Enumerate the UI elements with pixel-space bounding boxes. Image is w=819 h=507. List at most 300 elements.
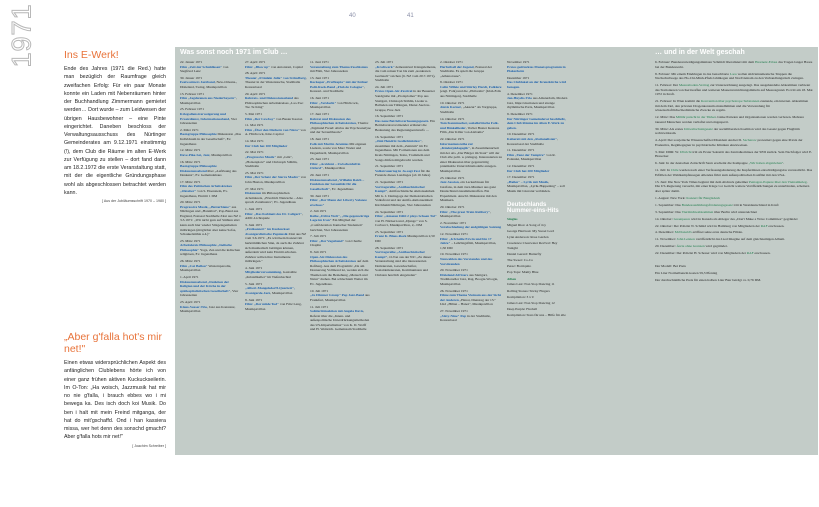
event-text: 14. Oktober:	[655, 216, 674, 221]
event-date: 2. März 1971	[180, 127, 199, 132]
single-item: Miguel Rios: A Song of Joy	[507, 222, 546, 227]
event-text: 6. Juni: In der deutschen Zeitschrift Stern erscheint die Kampagne	[655, 161, 749, 166]
event-date: 24. Juli 1971	[375, 84, 394, 89]
club-event	[310, 173, 372, 191]
event-highlight: Verabschiedung der endgültigen Satzung	[440, 225, 502, 230]
event-date: 17. Juni 1971	[310, 112, 329, 117]
event-text: aus Nürtingen und „Hannibal", Pop-Band aus England, Festsaal Stadthalle Zitat aus NZ v. 3.3.1971: „Wir nicht gern auf Stühlen sitzt kann auch hier wieder Sitzgelegenheiten mitbringen (möglichst aber keine Sofas, Schaukelstühle u.ä.)"	[180, 204, 242, 237]
event-text: 3. September: Das	[655, 209, 682, 214]
event-date: 4. Dezember 1971	[507, 91, 533, 96]
event-text: , Musikpavillon, „Lyrik-Happening" – soll Musik mit Literatur verbinden.	[507, 179, 565, 193]
event-date: 3. Juni 1971	[245, 222, 263, 227]
event-highlight: Erstes Open-Air-Festival	[375, 89, 413, 94]
event-text: 3. Mai: DDR: W.	[655, 149, 680, 154]
event-date: 16. September 1971	[375, 114, 404, 119]
event-highlight: „Haiku" – Lyrik mit Musik	[507, 179, 549, 184]
event-text: das Tragen langer Haare bei der Bundeswehr.	[655, 60, 813, 69]
club-event	[180, 92, 242, 106]
world-event	[655, 168, 813, 177]
event-text: (engl. Folk) und die „Philorahs" (Irish-Folk aus Nürtingen), Stadthalle	[440, 89, 501, 99]
club-event	[180, 259, 242, 273]
event-text: tritt in Westdeutschland in Kraft	[732, 202, 779, 207]
club-event	[440, 232, 502, 250]
event-date: 21. September 1971	[375, 164, 404, 169]
event-highlight: Film „Cat Ballou"	[180, 263, 208, 268]
event-highlight: Viermächteabkommen	[681, 209, 714, 214]
event-text: in der Beuerner Sandgrube mit „Protzplomer" Pop aus Stuttgart, Christoph Stählin, Lieder u. Balladen aus Tübingen, Dieter-Seelow-Gruppe, Free Jazz	[375, 89, 435, 112]
club-event	[440, 268, 502, 286]
album-item: Rolling Stones: Sticky Fingers	[507, 288, 550, 293]
event-highlight: Diskussionsabend „Wilhelm Reich – Funktion der Sexualität für die Gesellschaft"	[310, 177, 365, 191]
world-event	[655, 138, 813, 147]
event-text: werden nach einer Verfassungsänderung die Kupferminen entschädigungslos verstaatlicht. Das Erfüllen der Wahlkampfzusagen Allendes führt zum außenpolitischen Konflikt mit den USA.	[655, 168, 813, 177]
event-text: „Hanoi, Dienstag der 13." Und „Hiltan – Hanoi", Musikpavillon	[440, 297, 496, 307]
single-item: Pop Tops: Mamy Blue	[507, 270, 539, 275]
event-date: Dezember 1971	[507, 75, 530, 80]
event-text: , Jazz aus Konstanz, Musikpavillon	[180, 304, 236, 314]
club-column	[180, 60, 242, 316]
event-text: . Ein Betriebsratsvorsitzender erläutert die Bedeutung des Regierungsentwurfs …	[375, 118, 435, 133]
club-event	[180, 160, 242, 178]
event-date: 12. November 1971	[440, 232, 468, 237]
club-event	[180, 200, 242, 236]
event-date: 16. Juni 1971	[310, 96, 329, 101]
event-highlight: „Sixty-Nine" Pop	[440, 313, 467, 318]
club-event	[507, 164, 569, 173]
event-text: von Fritz Lang, Musikpavillon	[245, 302, 302, 311]
event-date: 29. April 1971	[245, 91, 266, 96]
event-highlight: Film des Politischen Arbeitskreises „Oktober"	[180, 184, 232, 193]
club-event	[375, 114, 437, 132]
world-events	[655, 60, 813, 285]
club-event	[310, 234, 372, 248]
event-text: , AMC-Lichtspiele	[245, 211, 303, 221]
event-text: von R. Polanski, Musikpavillon	[507, 152, 556, 162]
event-date: 16. September 1971	[375, 134, 404, 139]
club-column	[507, 60, 569, 319]
event-date: 23. Juni 1971	[310, 157, 329, 162]
intro-body: Ende des Jahres (1971 die Red.) hatte man bezüglich der Raumfrage gleich zweifachen Erfolg: Für ein paar Monate konnte ein Laden mit Nebenräumen hinter der Buchhandlung Zimmermann gemietet werden… Dort wurde – zum Leidwesen der übrigen Hausbewohner – eine Pinte eingerichtet. Daneben beschloss der Verwaltungsausschuss des Nürtinger Gemeinderates am 9.12.1971 einstimmig (!), dem Club die Räume im alten E-Werk zur Verfügung zu stellen – dort fand dann am 18.2.1972 die erste Veranstaltung statt, mit der die eigentliche Gründungsphase wohl als abgeschlossen betrachtet werden kann.	[64, 66, 166, 196]
event-date: 8. Juni 1971	[245, 297, 263, 302]
event-highlight: „Kraftwerk"	[375, 64, 395, 69]
event-highlight: Mitgliederversammlung	[245, 270, 282, 275]
event-date: 30. Juni 1971	[310, 193, 329, 198]
club-event	[375, 246, 437, 278]
event-date: November 1971	[507, 60, 530, 64]
event-text: aus Frankfurt, Musikpavillon	[310, 293, 370, 302]
event-text: über „Auflösung des Denkens", Ev. Gemeindehaus	[180, 168, 237, 178]
event-text: , Thema: „Sigmund Freud: Abriss der Psychoanalyse und der Sexualtheorie"	[310, 121, 371, 135]
event-text: , Vorher Buster Keatons Film „Der Killer von Alabama"	[440, 125, 500, 135]
event-date: 27. Mai 1971	[245, 186, 264, 191]
event-highlight: Progressive Musik, „Butterbiene"	[180, 204, 231, 209]
event-highlight: Chile	[670, 168, 679, 173]
event-date: 26. März 1971	[180, 259, 201, 264]
event-text: , „Akazur" als Vorgruppe, Stadthalle	[440, 105, 498, 114]
club-event	[180, 275, 242, 298]
event-highlight: Ulbricht	[679, 149, 692, 154]
event-text: Zitat aus NZ vom 3.6.1971: „Es wird kein Konzert im herkömmlichen Sinn, da auch die Zuhörer sich musikalisch betätigen können, außerdem wird kein Eintritt erhoben. Zuhörer sollten ihre Instrumente mitbringen."	[245, 231, 307, 264]
event-highlight: Folk mit Martin Jeremias	[310, 141, 349, 146]
page-number-left: 40	[349, 13, 356, 19]
year-text: 1971	[6, 3, 37, 68]
event-text: von Buster Keaton	[275, 116, 303, 121]
event-highlight: Basisgruppe Philosophie Diskussionsabend	[180, 164, 217, 173]
album-item: Kompilation: 3 x 9	[507, 294, 534, 299]
event-highlight: Film: „Das Kabinett des Dr. Caligari"	[245, 211, 302, 216]
event-date: 8. Juli 1971	[310, 250, 327, 255]
event-text: , Antifaschistische Aktionseinheit. Mit G. I. Demagoge der Demokratischen Volksfront und der Antifa-Aktionseinheit Kirchheim/Nürtingen, Vier Jahreszeiten	[375, 189, 436, 207]
event-text: 4. Dezember:	[655, 230, 675, 235]
event-text: der sozialliberalen Koalition wird das Gesetz gegen Fluglärm rechtswirksam.	[655, 126, 800, 136]
chronicle-panel	[175, 47, 818, 455]
club-event	[507, 60, 569, 74]
event-highlight: Vortragsreihe „Antifaschistischer Kampf"	[375, 184, 425, 194]
event-highlight: Referat und Diskussion des Philosophischen Arbeitskreises	[310, 116, 357, 126]
event-highlight: Sacharow	[742, 138, 757, 143]
event-highlight: Das Clublokal an der Kreuzkirche wird bezogen.	[507, 80, 567, 89]
club-event	[180, 128, 242, 146]
price-note: Ein Liter Normalbenzin kosten 59,3 Pfennig	[655, 270, 718, 275]
club-event	[507, 175, 569, 193]
world-event	[655, 72, 813, 81]
event-text: , in Zusammenarbeit mit der AG „Der Bürger im Staat" will der Club alle polit. u. pädagog. Interessierten zu einer Diskussion über gegenwärtig praktikable Unterrichtsmodelle anregen. Musikpavillon	[440, 146, 502, 173]
event-highlight: „Jimi Hendrix Gedächtnisfest"	[375, 139, 422, 144]
event-text: Mit eigenen Liedern, sowie von Marc Wader und Degenhardt, Musikpavillon	[310, 141, 367, 155]
event-text: aus Stuttgart, Traditioneller Jazz, Rag, Boogie-Woogie, Musikpavillon	[440, 272, 499, 286]
club-event	[310, 250, 372, 286]
event-text: 20. Dezember:	[655, 244, 677, 249]
club-event	[440, 101, 502, 115]
charts-title: Deutschlands Nummer-eins-Hits	[507, 201, 559, 215]
event-highlight: RAF	[746, 251, 754, 256]
event-highlight: Kriegsdienstverweigerung und Ersatzdienst, Informationsabend	[180, 112, 230, 121]
event-highlight: Pentagon-Papiere über den Vietnamkrieg	[749, 179, 807, 184]
event-text: von Charlie Chaplin	[310, 238, 362, 248]
club-section-title: Was sonst noch 1971 im Club …	[180, 49, 288, 56]
event-text: veröffentlicht das Lied Imagine auf dem gleichnamigen Album.	[694, 237, 785, 242]
club-event	[440, 176, 502, 203]
event-highlight: Film: „Verdacht"	[310, 100, 337, 105]
event-text: wird in Kanada als Ableger des „Don't Make a Wave Committee" gegründet	[690, 216, 798, 221]
event-highlight: Theater „Fräulein Julie" von Strindberg	[245, 75, 306, 80]
club-event	[375, 60, 437, 83]
event-date: 1. Juni 1971	[245, 207, 263, 211]
event-highlight: Franz K. Blues-Rock	[375, 234, 407, 239]
album-item: Kompilation: Stars für uns – Hilfe für alle	[507, 313, 566, 318]
world-event	[655, 196, 813, 201]
club-event	[375, 180, 437, 207]
event-text: aus Amsterdam, Modern Jazz, Improvisationen und strenge rhythmische Parts, Musikpavillon	[507, 96, 568, 110]
club-event	[310, 209, 372, 232]
event-date: 25. Februar 1971	[180, 107, 205, 112]
club-event	[180, 148, 242, 157]
event-text: , Ev. Jugendhaus	[330, 186, 354, 191]
world-event	[655, 237, 813, 242]
event-text: , Musikpavillon	[270, 290, 293, 295]
event-highlight: „Wir haben abgetrieben"	[748, 161, 784, 166]
event-text: , Konzertsaal der Stadthalle	[507, 136, 559, 146]
club-event	[180, 107, 242, 125]
event-date: 23. Juli 1971	[375, 60, 394, 64]
club-event	[440, 60, 502, 78]
event-date: 20. März 1971	[180, 200, 201, 205]
event-text: im Philosophischen Arbeitskreis, „Friedrich Nietzsche – Also sprach Zarathustra", Ev. Jugendhaus	[245, 191, 303, 205]
club-event	[245, 298, 307, 312]
single-item: Daniel Gerard: Butterfly	[507, 251, 542, 256]
event-text: zur Unterzeichnung ausgelegt. Das ausgehandelte Abkommen verbietet das Stationieren von Kernwaffen und weiteren Massenvernichtungsmitteln auf Meeresgrund. Es tritt am 18. Mai 1972 in Kraft.	[655, 83, 813, 97]
club-event	[245, 139, 307, 148]
event-highlight: Rockoper „Proffzapia" mit der Kölner Polit-Rock-Band „Floh de Cologne"	[310, 80, 368, 89]
club-event	[180, 300, 242, 314]
event-highlight: Film „Der Schatz der Sierra Madre"	[245, 175, 300, 180]
quote-credit: [ Joachim Schreiber ]	[132, 443, 166, 448]
world-event	[655, 203, 813, 208]
club-event	[440, 117, 502, 135]
event-date: 10. Dezember 1971	[507, 132, 535, 137]
event-date: 19. November 1971	[440, 252, 468, 257]
event-text: Musikpavillon 2,50 DM	[375, 234, 435, 243]
albums-label: Alben	[507, 276, 516, 281]
club-event	[180, 76, 242, 90]
event-highlight: Solidaritätsaktion mit Angela Davis	[310, 309, 364, 314]
event-text: von H. Nückern und „Django" von S. Corbucci, Musikpavillon, 2,- DM	[375, 218, 428, 228]
event-highlight: Konzert für Bangladesh	[686, 195, 720, 200]
event-text: 30. März: Als erstes	[655, 126, 684, 131]
club-event	[245, 112, 307, 121]
event-date: 26. November 1971	[440, 288, 468, 293]
club-event	[507, 76, 569, 90]
album-item: James Last: Non Stop Dancing 11	[507, 282, 555, 287]
club-event	[310, 194, 372, 208]
club-event	[440, 137, 502, 173]
event-date: 4. Juni 1971	[245, 265, 263, 270]
club-event	[310, 305, 372, 332]
event-date: 11. Dezember 1971	[507, 148, 535, 153]
club-event	[375, 164, 437, 178]
club-event	[375, 85, 437, 112]
event-highlight: „Progressive Musik"	[245, 154, 277, 159]
event-highlight: „Albert-Mangelsdorff-Quartett", Avantgarde-Jazz	[245, 286, 295, 295]
event-highlight: RAF	[760, 223, 768, 228]
event-text: eröffnet seine erste deutsche Filiale.	[691, 230, 743, 235]
club-event	[245, 282, 307, 296]
singles-label: Singles	[507, 217, 518, 222]
event-date: 24. September 1971	[375, 209, 404, 214]
club-event	[245, 150, 307, 168]
event-highlight: McDonald's	[674, 230, 692, 235]
intro-title: Ins E-Werk!	[64, 49, 119, 61]
event-text: von Hitchcock, Musikpavillon	[310, 100, 359, 110]
event-text: 6. Februar: Bundesverteidigungsminister Schmidt liberalisiert mit dem	[655, 60, 755, 64]
event-date: 20. November 1971	[440, 268, 468, 273]
event-highlight: Dave-Pike-Set, Jazz	[180, 152, 210, 157]
event-date: 13. Juni 1971	[310, 75, 329, 80]
club-column	[310, 60, 372, 334]
price-note: Der durchschnittliche Preis für einen halben Liter Bier beträgt ca. 0,76 DM.	[655, 277, 762, 282]
quote-body: Einen etwas widersprüchlichen Aspekt des anfänglichen Clublebens hörte ich von einer ganz frühen aktiven Kuckuckseilerin. Im O-Ton: „Ha woisch, Jazzmusik hat mir no nie g'falla, i brauch ebbes wo i mi bewega ka. Des isch doch koi Musik. Do ben i halt mit mein Freind mitganga, der hat do mit'gschaffd. Ond i han kassiera missa, wer het denn des sonschd gmacht? Aber g'falla hots mir net!"	[64, 360, 166, 441]
event-text: zustande, ein internat. Abkommen mit dem Ziel, den privaten Drogenkonsum einzudämmen und die Verwendung für wissenschaftliche/medizinische Zwecke zu regeln.	[655, 99, 809, 113]
event-text: 8. Februar: Mit einem Eindringen in das benachbarte	[655, 71, 730, 76]
event-date: 16. März 1971	[180, 159, 201, 164]
club-event	[375, 230, 437, 244]
event-highlight: Feetwarmers Jazzband	[180, 80, 215, 85]
event-highlight: Laos	[729, 71, 737, 76]
event-text: , zusammen mit dem „Zentrum" im Ev. Jugendhaus. Mit Formationen aus dem Kreis Nürtingen, Texte, Trommeln und Songs dürfen mitgebracht werden.	[375, 139, 430, 162]
event-text: , Vier Jahreszeiten	[180, 288, 239, 298]
club-event	[180, 180, 242, 198]
event-highlight: Basisgruppe Philosophie	[180, 132, 217, 137]
event-date: 7. Juli 1971	[310, 234, 327, 239]
event-highlight: „Jo Filmner Group" Pop Jazz-Band	[310, 293, 365, 298]
event-date: 2. November 1971	[440, 220, 467, 225]
club-event	[310, 96, 372, 110]
event-highlight: Ärzte ohne Grenzen	[676, 244, 705, 249]
event-date: 5. Juni 1971	[245, 281, 263, 286]
quote-title: „Aber g'falla hot's mir net!"	[64, 331, 162, 356]
event-date: 14. Mai 1971	[245, 139, 264, 144]
event-text: .	[783, 161, 785, 166]
club-event	[507, 92, 569, 110]
event-highlight: Jan-Huydts-Trio	[507, 96, 533, 101]
event-highlight: Herbstball der Jugend	[440, 64, 474, 69]
event-date: 2. Oktober 1971	[440, 60, 463, 64]
event-highlight: John Lennon	[676, 237, 695, 242]
event-highlight: Greenpeace	[673, 216, 691, 221]
event-date: 11. Juli 1971	[310, 304, 329, 309]
single-item: Perez: Borriquito	[507, 264, 532, 269]
event-text: , Referat über die „Innen- und außenpolitische Unterdrückungsmethoden des US-Imperialismus" von K. D. Wolff und H. Weinrich. Gemeinsam Stadthalle	[310, 309, 370, 332]
event-text: von A. Hitchcock, Kino Capitol	[245, 127, 306, 137]
event-text: . Linke Parteien und Organisationen werden verboten. Mehrere tausend Menschen werden verhaftet und eingesperrt.	[655, 115, 805, 124]
event-date: 2. Juli 1971	[310, 209, 327, 214]
event-highlight: Film: „The great Train Robbery"	[440, 209, 491, 214]
event-highlight: Film „Zeit der Schuldlosen"	[180, 64, 223, 69]
event-text: 13. Juni: Die New York Times beginnt mit dem Abdruck geheimer	[655, 179, 750, 184]
event-date: 13. Februar 1971	[180, 91, 205, 96]
event-date: 28. September 1971	[375, 245, 404, 250]
event-text: protestiert gegen eine Praxis der Exekutive, Regimegegner in psychiatrische Kliniken einzuweisen.	[655, 138, 803, 147]
quote-article	[64, 331, 166, 448]
world-event	[655, 251, 813, 256]
event-text: , Vier Jahreszeiten	[180, 116, 237, 126]
event-text: des Philosophischen Arbeitskreises „Lao-Tse: Tao Te King"	[245, 96, 304, 110]
event-text: 4. April: Der sowjetische Wissenschaftler/Dissident Andrei D.	[655, 138, 743, 143]
event-date: 22. Mai 1971	[245, 150, 264, 155]
world-event	[655, 210, 813, 215]
event-date: 29. Oktober 1971	[440, 204, 465, 209]
club-event	[245, 266, 307, 280]
event-text: tritt als Erster Sekretär des Zentralkomitees der SED zurück. Sein Nachfolger wird E. Honecker	[655, 149, 813, 159]
club-event	[180, 60, 242, 74]
world-event	[655, 99, 813, 113]
single-item: Lynn Anderson: Rose Garden	[507, 235, 549, 240]
event-text: 22. Dezember: Der Polizist H. Schoner wird von Mitgliedern der	[655, 251, 747, 256]
event-date: 17. März 1971	[180, 179, 201, 184]
event-text: auf dem Roßberg. Aus dem Programm: „Da am Donnerstag Vollmond ist, werden sich die Themen um die Beziehung „Mensch und Natur" drehen. Bei schlechtem Wetter im Ev. Jugendhaus.	[310, 259, 369, 286]
world-event	[655, 217, 813, 222]
world-event	[655, 244, 813, 249]
event-date: 9. Dezember 1971	[507, 112, 533, 117]
event-date: 22. Januar 1971	[180, 60, 203, 64]
single-item: Creedence Clearwater Revival: Hey Tonight	[507, 241, 558, 250]
event-highlight: Film „Jagdszenen aus Niederbayern"	[180, 96, 237, 101]
event-highlight: Diskussion	[245, 191, 262, 196]
event-highlight: Der Club hat 100 Mitglieder	[245, 143, 288, 148]
event-highlight: Klaus-Veeser-Trio	[180, 304, 208, 309]
event-text: 21. Februar: In Wien kommt die	[655, 99, 701, 104]
club-column	[245, 60, 307, 313]
club-column	[375, 60, 437, 280]
event-text: Westernparodie, Musikpavillon	[180, 263, 232, 273]
event-date: 23. April 1971	[180, 299, 201, 304]
single-item: George Harrison: My Sweet Lord	[507, 229, 555, 233]
event-text: von Antonioni, Capitol	[270, 64, 304, 69]
event-text: , ein Leckerbissen für Jazzfans, in dem Jazz-Musiker aus ganz Deutschland zusammentreffen. Ein Experiment. Anschl. Diskussion mit den Musikern.	[440, 180, 497, 203]
event-highlight: Meeresboden-Vertrag	[678, 83, 710, 88]
event-highlight: Diskussionsabend „Funktion der Religion und der Kirche in der spätkapitalistischen Gesellschaft"	[180, 279, 231, 293]
event-highlight: Film „Über den Dächern von Nizza"	[245, 127, 300, 132]
event-date: 21. September 1971	[375, 180, 404, 185]
world-event	[655, 230, 813, 235]
event-text: Yoga, Zen und die indischen religiösen, Ev. Jugendhaus	[180, 247, 240, 257]
club-event	[507, 112, 569, 130]
event-text: , Gaststätte „Kristallkeller" im Tiefenbachtal	[245, 270, 297, 280]
event-date: 12. Dezember 1971	[507, 164, 535, 169]
world-event	[655, 150, 813, 159]
world-event	[655, 180, 813, 194]
event-text: für die Freunde dieses Landtages (ab 16 Jahre)	[375, 168, 431, 178]
event-date: 1. April 1971	[180, 275, 199, 280]
event-highlight: Film: „Accident – Zwischenfall in Oxford"	[310, 161, 361, 171]
event-text: , Musikpavillon	[180, 96, 237, 105]
event-text: von S. Eisenstein, Ev. Jugendhaus, Eintritt 1 DM	[180, 188, 228, 198]
event-highlight: Informationsreihe zur „Kinderpädagogik"	[440, 141, 474, 151]
event-text: wird gegründet.	[704, 244, 728, 249]
event-highlight: Haarnetz-Erlass	[754, 60, 778, 64]
single-item: The Sweet: Co-Co	[507, 258, 534, 263]
club-event	[245, 123, 307, 137]
event-date: 23. Oktober 1971	[440, 175, 465, 180]
world-event	[655, 127, 813, 136]
event-text: 1. August: New York:	[655, 195, 687, 200]
event-text: erschossen.	[767, 223, 785, 228]
event-text: , Musikpavillon	[209, 152, 232, 157]
event-date: 25. September 1971	[375, 229, 404, 234]
event-text: Diskussion „Das Individuum in der Gesellschaft", Ev. Jugendhaus	[180, 132, 241, 146]
event-highlight: Film „Der Cowboy"	[245, 116, 276, 121]
event-highlight: Film: „Der Mann der Liberty Valance erschoss"	[310, 198, 367, 207]
club-event	[245, 207, 307, 221]
event-text: , Musikpavillon	[440, 209, 492, 219]
event-text: , Festsaal der Stadthalle. Es spielt die Gruppe „Athanorasse".	[440, 64, 492, 78]
event-text: demonstriert Klangelemente, die vom reinen Ton bis zum „konkreten Geräusch" reichen (lt. NZ vom 20.7.1971), Stadthalle	[375, 64, 437, 83]
event-text: Ein Mitglied der „Conföderation Iranischer Studenten" berichtet, Vier Jahreszeiten	[310, 218, 363, 232]
club-column	[440, 60, 502, 325]
event-highlight: Referats- und Diskussionsabend	[245, 96, 294, 101]
event-text: wollen südvietnamesische Truppen die Nachschubwege des Ho-Chi-Minh-Pfads lahmlegen und Nordvietnam zu den Verhandlungstisch zwingen.	[655, 71, 804, 81]
club-event	[507, 132, 569, 146]
event-highlight: Der Nürtinger Gemeinderat beschließt, dem Club Räume im Alten E-Werk zu geben.	[507, 116, 566, 130]
event-text: . Die US-Regierung versucht, mit einer Klage vor Gericht weitere Veröffentlichungen zu unterbinden, scheitern aber später damit.	[655, 179, 810, 193]
club-event	[245, 92, 307, 110]
event-highlight: Kabarett mit den „Rationalisten"	[507, 136, 558, 141]
event-date: 17. Dezember 1971	[507, 175, 535, 180]
event-text: , Theater in der Westentasche, Stadthalle Konzertsaal	[245, 75, 307, 89]
event-highlight: Umweltschutzgesetz	[683, 126, 713, 131]
club-event	[440, 80, 502, 98]
event-highlight: Vortragsreihe „Antifaschistischer Kampf"	[375, 250, 425, 259]
